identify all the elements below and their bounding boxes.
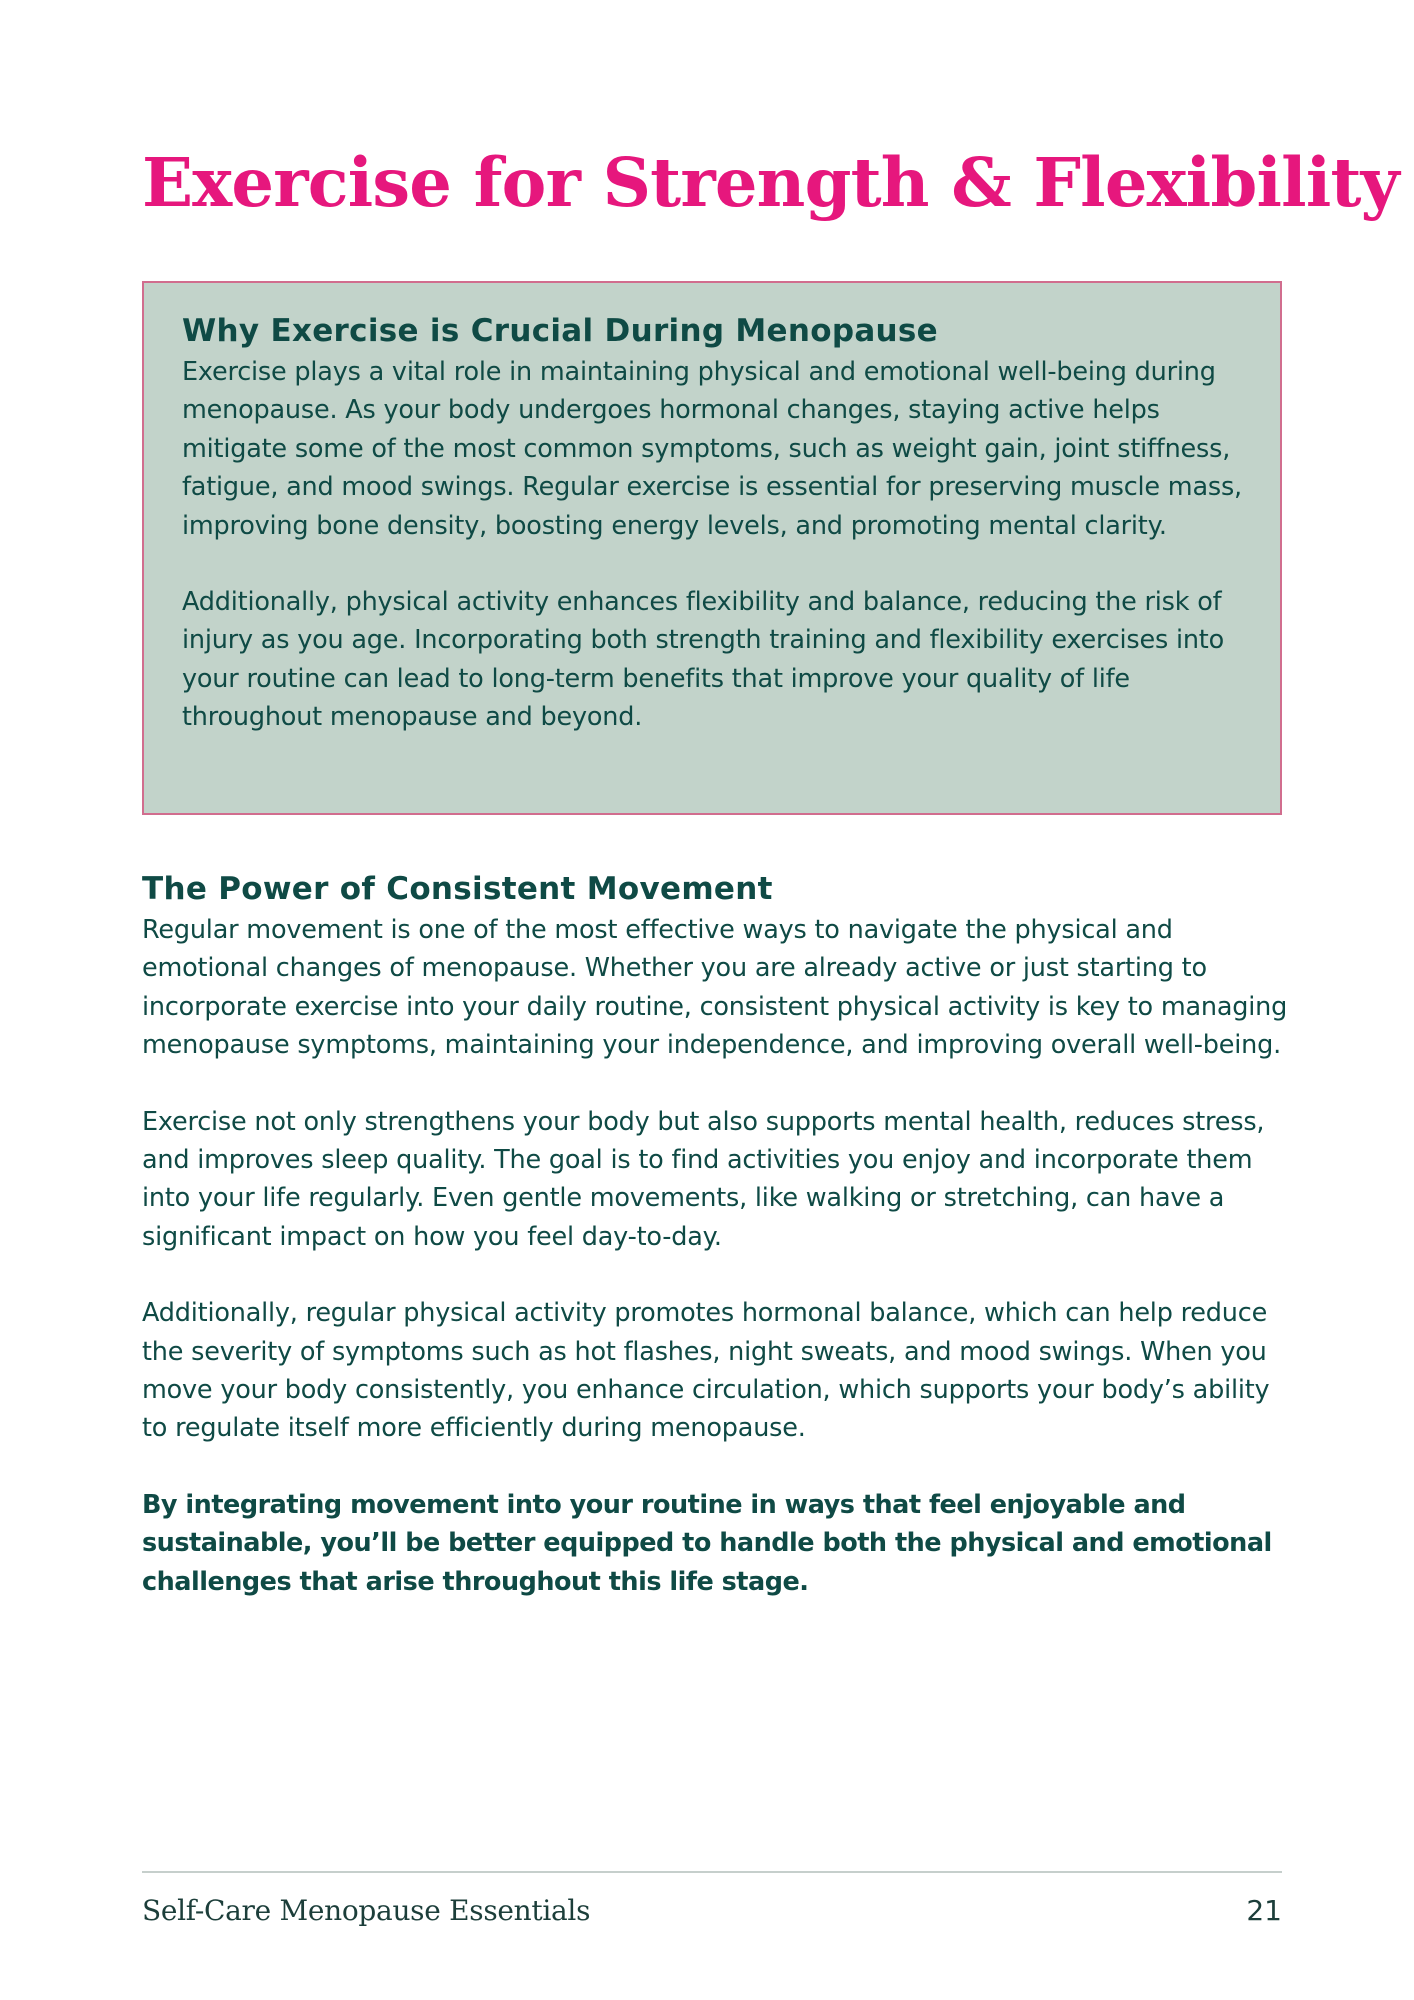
section-consistent-movement	[142, 867, 1302, 1601]
page-number: 21	[1246, 1894, 1282, 1927]
section-title: The Power of Consistent Movement	[142, 871, 773, 907]
section-paragraph: Additionally, regular physical activity promotes hormonal balance, which can help reduce the severity of symptoms such as hot flashes, night sweats, and mood swings. When you move your body consistently, you enhance circulation, which supports your body’s ability to regulate itself more efficiently during menopause.	[142, 1298, 1270, 1444]
footer-title: Self-Care Menopause Essentials	[142, 1894, 591, 1927]
callout-title: Why Exercise is Crucial During Menopause	[182, 313, 938, 349]
section-paragraph: Regular movement is one of the most effective ways to navigate the physical and emotional changes of menopause. Whether you are already active or just starting to incorporate exercise into your daily routine, consistent physical activity is key to managing menopause symptoms, maintaining your independence, and improving overall well-being.	[142, 915, 1288, 1061]
page-title: Exercise for Strength & Flexibility	[142, 143, 1399, 222]
callout-box	[142, 281, 1282, 815]
footer-divider	[142, 1871, 1282, 1873]
callout-paragraph: Exercise plays a vital role in maintaining physical and emotional well-being during menopause. As your body undergoes hormonal changes, staying active helps mitigate some of the most common symptoms, such as weight gain, joint stiffness, fatigue, and mood swings. Regular exercise is essential for preserving muscle mass, improving bone density, boosting energy levels, and promoting mental clarity.	[182, 357, 1242, 541]
section-paragraph: Exercise not only strengthens your body but also supports mental health, reduces stress, and improves sleep quality. The goal is to find activities you enjoy and incorporate them into your life regularly. Even gentle movements, like walking or stretching, can have a significant impact on how you feel day-to-day.	[142, 1106, 1265, 1252]
closing-statement: By integrating movement into your routine in ways that feel enjoyable and sustainable, you’ll be better equipped to handle both the physical and emotional challenges that arise throughout this life stage.	[142, 1489, 1272, 1597]
callout-paragraph: Additionally, physical activity enhances flexibility and balance, reducing the risk of injury as you age. Incorporating both strength training and flexibility exercises into your routine can lead to long-term benefits that improve your quality of life throughout menopause and beyond.	[182, 587, 1225, 733]
